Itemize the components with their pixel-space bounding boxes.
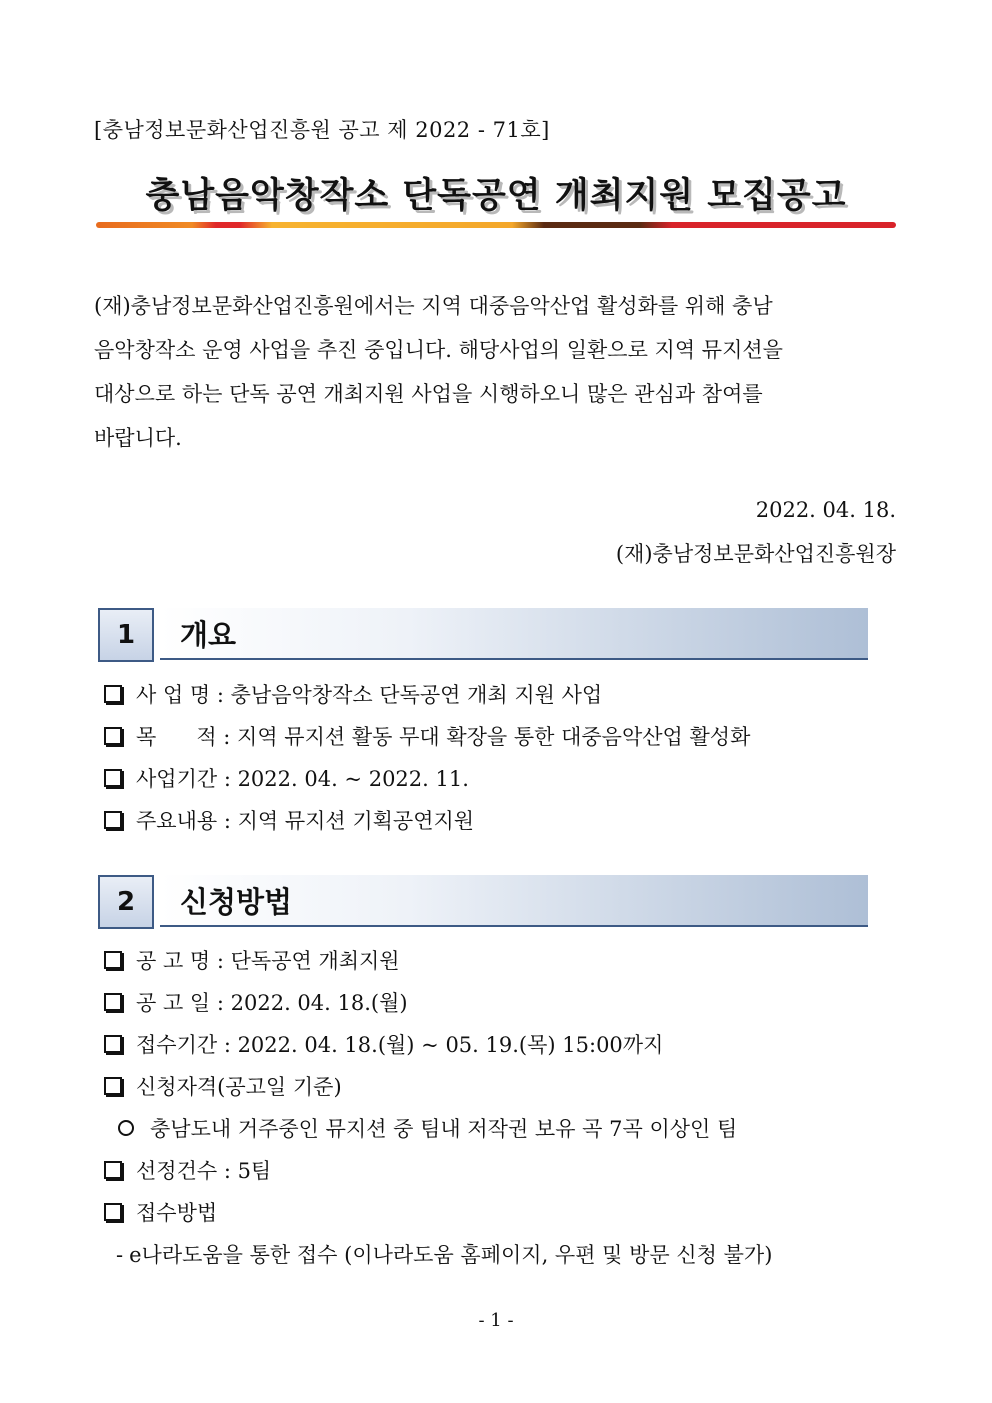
dash-bullet-icon: - [116, 1243, 124, 1267]
list-item [104, 1192, 904, 1234]
list-item [104, 982, 904, 1024]
list-item-text: 접수기간 : 2022. 04. 18.(월) ~ 05. 19.(목) 15:00까지 [136, 1033, 664, 1057]
section-number: 2 [98, 875, 154, 929]
title-divider [96, 222, 896, 228]
application-list [104, 940, 904, 1276]
checkbox-bullet-icon [104, 1035, 122, 1053]
checkbox-bullet-icon [104, 811, 122, 829]
issuing-organization: (재)충남정보문화산업진흥원장 [615, 542, 896, 566]
checkbox-bullet-icon [104, 769, 122, 787]
section-header-overview [98, 608, 870, 662]
intro-line: 대상으로 하는 단독 공연 개최지원 사업을 시행하오니 많은 관심과 참여를 [94, 382, 763, 406]
list-item-text: e나라도움을 통한 접수 (이나라도움 홈페이지, 우편 및 방문 신청 불가) [129, 1243, 773, 1267]
list-item [104, 674, 904, 716]
list-item-text: 충남도내 거주중인 뮤지션 중 팀내 저작권 보유 곡 7곡 이상인 팀 [150, 1117, 738, 1141]
list-item-text: 공 고 명 : 단독공연 개최지원 [136, 949, 400, 973]
intro-line: (재)충남정보문화산업진흥원에서는 지역 대중음악산업 활성화를 위해 충남 [94, 294, 773, 318]
notice-number: [충남정보문화산업진흥원 공고 제 2022 - 71호] [94, 118, 550, 142]
section-header-application [98, 875, 870, 929]
checkbox-bullet-icon [104, 993, 122, 1011]
list-item [104, 800, 904, 842]
section-title: 개요 [180, 618, 237, 652]
list-item [104, 1150, 904, 1192]
sub-list-item [104, 1108, 904, 1150]
list-item [104, 716, 904, 758]
list-item [104, 758, 904, 800]
sub-list-item [104, 1234, 904, 1276]
notice-date: 2022. 04. 18. [755, 498, 896, 522]
intro-line: 바랍니다. [94, 426, 182, 450]
list-item-text: 목 적 : 지역 뮤지션 활동 무대 확장을 통한 대중음악산업 활성화 [136, 725, 751, 749]
list-item-text: 공 고 일 : 2022. 04. 18.(월) [136, 991, 408, 1015]
section-title-bar [160, 608, 868, 660]
intro-paragraph [94, 284, 896, 460]
list-item-text: 접수방법 [136, 1201, 218, 1225]
circle-bullet-icon [118, 1120, 134, 1136]
checkbox-bullet-icon [104, 1161, 122, 1179]
page-number: - 1 - [478, 1310, 514, 1331]
list-item-text: 사 업 명 : 충남음악창작소 단독공연 개최 지원 사업 [136, 683, 603, 707]
list-item [104, 1066, 904, 1108]
list-item-text: 신청자격(공고일 기준) [136, 1075, 342, 1099]
section-number: 1 [98, 608, 154, 662]
intro-line: 음악창작소 운영 사업을 추진 중입니다. 해당사업의 일환으로 지역 뮤지션을 [94, 338, 783, 362]
list-item [104, 940, 904, 982]
checkbox-bullet-icon [104, 1203, 122, 1221]
checkbox-bullet-icon [104, 1077, 122, 1095]
list-item-text: 주요내용 : 지역 뮤지션 기획공연지원 [136, 809, 475, 833]
list-item-text: 사업기간 : 2022. 04. ~ 2022. 11. [136, 767, 469, 791]
list-item-text: 선정건수 : 5팀 [136, 1159, 272, 1183]
overview-list [104, 674, 904, 842]
list-item [104, 1024, 904, 1066]
checkbox-bullet-icon [104, 727, 122, 745]
document-title: 충남음악창작소 단독공연 개최지원 모집공고 [145, 176, 847, 216]
checkbox-bullet-icon [104, 685, 122, 703]
checkbox-bullet-icon [104, 951, 122, 969]
section-title: 신청방법 [180, 885, 293, 919]
